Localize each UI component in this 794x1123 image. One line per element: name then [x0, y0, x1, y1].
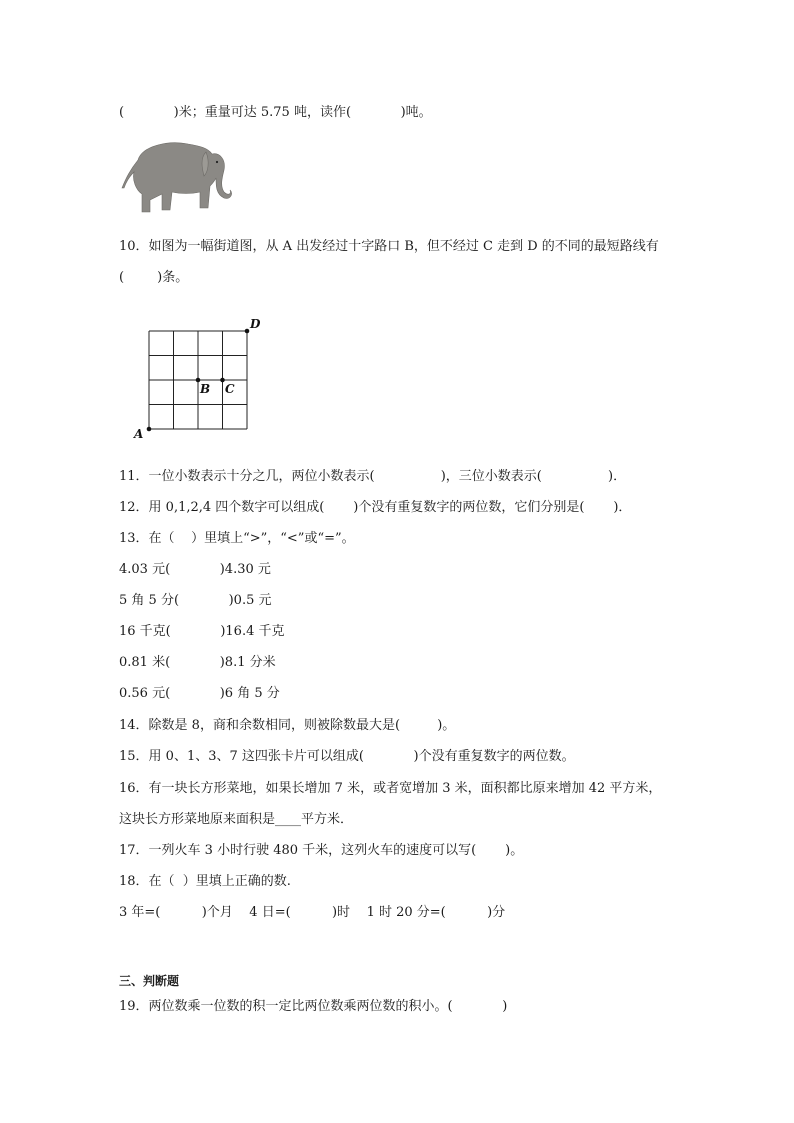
point-b-label: B: [200, 382, 211, 396]
point-a-label: A: [134, 427, 144, 441]
point-c-label: C: [225, 382, 235, 396]
point-d-label: D: [250, 317, 261, 331]
question-10-line2: ( )条。: [119, 270, 189, 285]
question-9-tail: ( )米；重量可达 5.75 吨，读作( )吨。: [119, 105, 432, 120]
question-16-line2: 这块长方形菜地原来面积是____平方米．: [119, 812, 354, 827]
question-17: 17．一列火车 3 小时行驶 480 千米，这列火车的速度可以写( )。: [119, 843, 524, 858]
question-13: 13．在（ ）里填上“>”，“<”或“=”。: [119, 531, 355, 546]
question-18-items: 3 年=( )个月 4 日=( )时 1 时 20 分=( )分: [119, 905, 506, 920]
question-13-item-4: 0.81 米( )8.1 分米: [119, 655, 276, 670]
question-14: 14．除数是 8，商和余数相同，则被除数最大是( )。: [119, 718, 456, 733]
question-11: 11．一位小数表示十分之几，两位小数表示( )，三位小数表示( )．: [119, 469, 627, 484]
section-3-heading: 三、判断题: [119, 974, 180, 988]
elephant-image: [120, 138, 235, 216]
street-grid-diagram: [130, 312, 280, 442]
question-15: 15．用 0、1、3、7 这四张卡片可以组成( )个没有重复数字的两位数。: [119, 749, 575, 764]
question-13-item-2: 5 角 5 分( )0.5 元: [119, 593, 272, 608]
question-19: 19．两位数乘一位数的积一定比两位数乘两位数的积小。( ): [119, 999, 508, 1014]
point-d-dot: [245, 329, 250, 334]
question-12: 12．用 0,1,2,4 四个数字可以组成( )个没有重复数字的两位数，它们分别是( )．: [119, 500, 632, 515]
question-18: 18．在（ ）里填上正确的数.: [119, 874, 291, 889]
question-16-line1: 16．有一块长方形菜地，如果长增加 7 米，或者宽增加 3 米，面积都比原来增加 42 平方米，: [119, 781, 662, 796]
question-13-item-3: 16 千克( )16.4 千克: [119, 624, 285, 639]
question-10-line1: 10．如图为一幅街道图，从 A 出发经过十字路口 B，但不经过 C 走到 D 的不同的最短路线有: [119, 239, 659, 254]
question-13-item-1: 4.03 元( )4.30 元: [119, 562, 271, 577]
question-13-item-5: 0.56 元( )6 角 5 分: [119, 686, 280, 701]
point-a-dot: [147, 427, 152, 432]
